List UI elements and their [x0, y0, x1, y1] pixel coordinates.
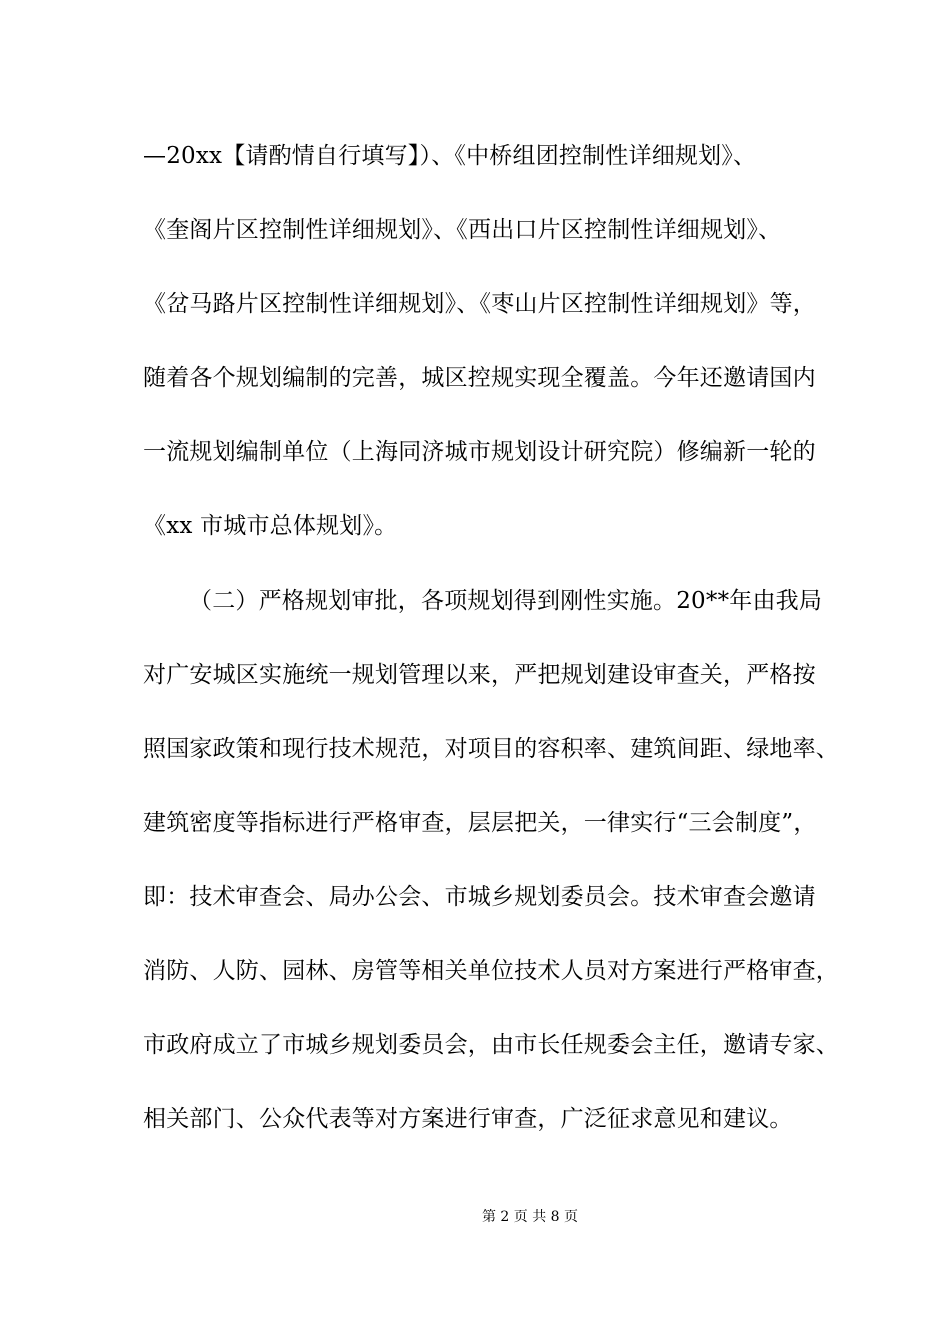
text-line: 建筑密度等指标进行严格审查，层层把关，一律实行“三会制度”， — [143, 810, 817, 836]
text-line: 消防、人防、园林、房管等相关单位技术人员对方案进行严格审查， — [143, 958, 839, 984]
text-line: 市政府成立了市城乡规划委员会，由市长任规委会主任，邀请专家、 — [143, 1032, 839, 1058]
page-footer: 第 2 页 共 8 页 — [481, 1209, 579, 1225]
text-line: 随着各个规划编制的完善，城区控规实现全覆盖。今年还邀请国内 — [143, 365, 816, 391]
text-line: 一流规划编制单位（上海同济城市规划设计研究院）修编新一轮的 — [143, 439, 816, 465]
text-line: 《xx 市城市总体规划》。 — [143, 513, 398, 539]
text-line: 相关部门、公众代表等对方案进行审查，广泛征求意见和建议。 — [143, 1106, 793, 1132]
text-line: 《岔马路片区控制性详细规划》、《枣山片区控制性详细规划》等， — [143, 291, 816, 317]
text-line: 照国家政策和现行技术规范，对项目的容积率、建筑间距、绿地率、 — [143, 736, 839, 762]
text-line: 《奎阁片区控制性详细规划》、《西出口片区控制性详细规划》、 — [143, 217, 782, 243]
paragraph-first-line: （二）严格规划审批，各项规划得到刚性实施。20**年由我局 — [189, 588, 823, 614]
text-line: 即：技术审查会、局办公会、市城乡规划委员会。技术审查会邀请 — [143, 884, 816, 910]
text-line: 对广安城区实施统一规划管理以来，严把规划建设审查关，严格按 — [143, 662, 816, 688]
text-line: —20xx【请酌情自行填写】）、《中桥组团控制性详细规划》、 — [143, 143, 757, 169]
